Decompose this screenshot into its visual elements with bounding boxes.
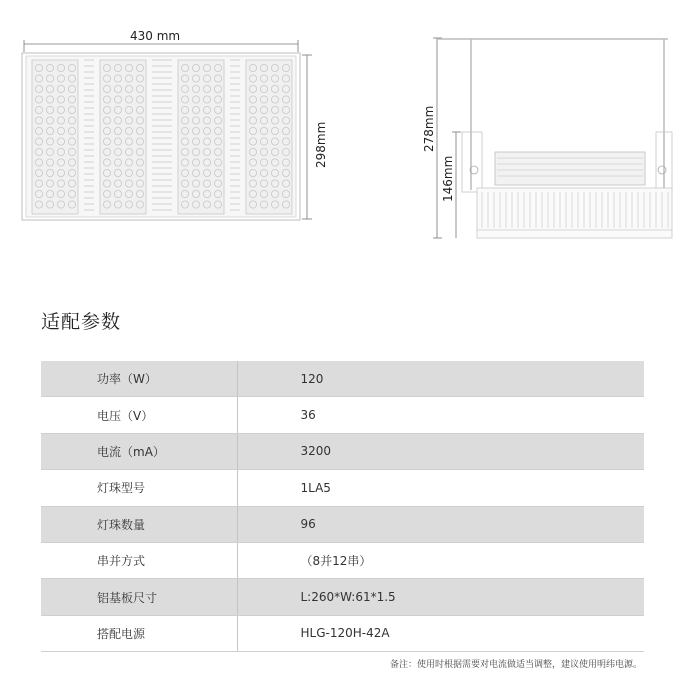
table-row xyxy=(41,470,644,506)
spec-value: 120 xyxy=(237,361,644,397)
side-height-label: 278mm xyxy=(422,105,436,152)
spec-value: （8并12串） xyxy=(237,542,644,578)
table-row xyxy=(41,433,644,469)
table-row xyxy=(41,615,644,651)
section-title: 适配参数 xyxy=(41,311,122,333)
table-row xyxy=(41,579,644,615)
note-text: 备注：使用时根据需要对电流做适当调整，建议使用明纬电源。 xyxy=(389,660,642,670)
spec-key: 灯珠数量 xyxy=(41,506,237,542)
spec-key: 搭配电源 xyxy=(41,615,237,651)
spec-value: 3200 xyxy=(237,433,644,469)
table-row xyxy=(41,397,644,433)
front-view xyxy=(22,29,328,220)
spec-value: L:260*W:61*1.5 xyxy=(237,579,644,615)
spec-value: 1LA5 xyxy=(237,470,644,506)
spec-value: 96 xyxy=(237,506,644,542)
spec-key: 电流（mA） xyxy=(41,433,237,469)
side-view xyxy=(422,38,672,238)
spec-value: 36 xyxy=(237,397,644,433)
table-row xyxy=(41,542,644,578)
spec-key: 电压（V） xyxy=(41,397,237,433)
table-row xyxy=(41,361,644,397)
dimension-drawing xyxy=(0,0,700,280)
height-dimension-label: 298mm xyxy=(314,121,328,168)
spec-key: 功率（W） xyxy=(41,361,237,397)
spec-value: HLG-120H-42A xyxy=(237,615,644,651)
side-lower-label: 146mm xyxy=(441,155,455,202)
spec-key: 铝基板尺寸 xyxy=(41,579,237,615)
table-row xyxy=(41,506,644,542)
spec-key: 灯珠型号 xyxy=(41,470,237,506)
width-dimension-label: 430 mm xyxy=(130,29,181,43)
spec-key: 串并方式 xyxy=(41,542,237,578)
spec-table xyxy=(41,361,644,652)
